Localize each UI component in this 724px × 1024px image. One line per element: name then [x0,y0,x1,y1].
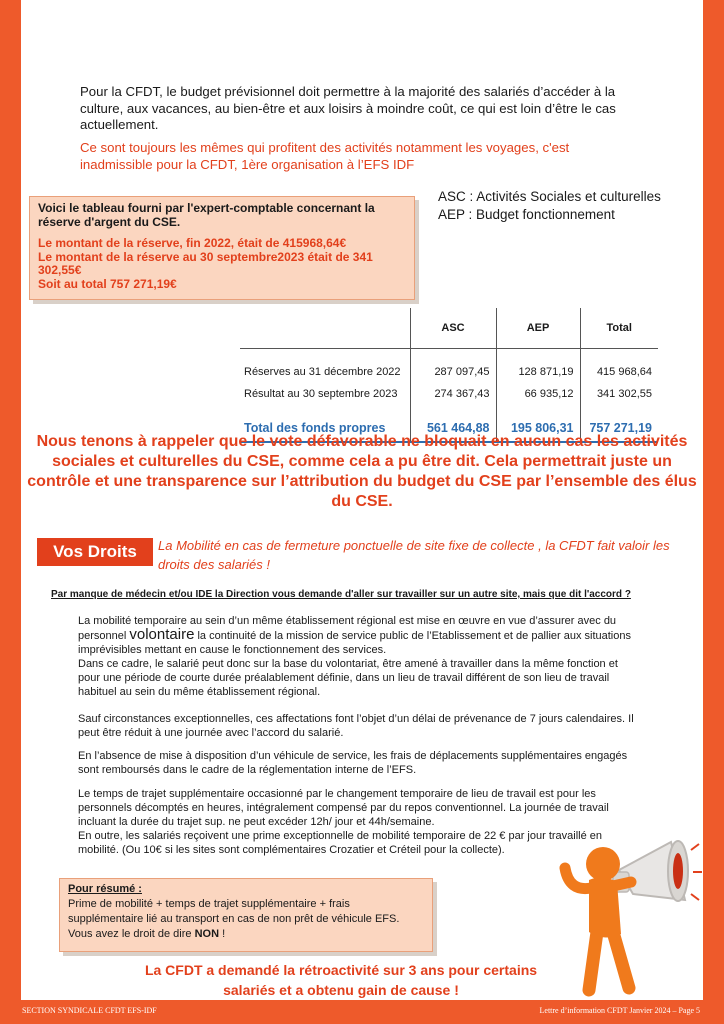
footer-left: SECTION SYNDICALE CFDT EFS-IDF [22,1006,157,1015]
legend-asc: ASC : Activités Sociales et culturelles [438,189,661,204]
reserve-line-1: Le montant de la réserve, fin 2022, était de 415968,64€ [38,236,347,250]
intro-red-paragraph: Ce sont toujours les mêmes qui profitent des activités notamment les voyages, c'est inadmissible pour la CFDT, 1ère organisation à l’EFS IDF [80,140,570,172]
resume-non: NON [194,928,220,940]
table-cell: Total des fonds propres [240,415,410,442]
resume-end: ! [219,928,226,940]
p1-volontaire: volontaire [129,626,195,643]
p1-part-b: la continuité de la mission de service public de l’Etablissement et de pallier aux situations imprévisibles mettant en cause le fonctionnement des services. [78,630,631,656]
table-cell: 274 367,43 [410,383,496,405]
funds-table [240,308,658,443]
page [21,0,703,1000]
table-cell: 757 271,19 [580,415,658,442]
p1-part-a: La mobilité temporaire au sein d’un même établissement régional est mise en œuvre en vue d’assurer avec du personnel [78,615,617,642]
resume-title: Pour résumé : [68,883,142,895]
footer-right: Lettre d’information CFDT Janvier 2024 – Page 5 [539,1006,700,1015]
paragraph-4: Le temps de trajet supplémentaire occasionné par le changement temporaire de lieu de travail est pour les personnels décomptés en heures, intégralement compensé par du repos conventionnel. La journée de travail incluant la durée du trajet sup. ne peut excéder 12h/ jour et 44h/semaine. [78,788,609,828]
table-cell: 128 871,19 [496,361,580,383]
table-cell: 341 302,55 [580,383,658,405]
intro-paragraph: Pour la CFDT, le budget prévisionnel doit permettre à la majorité des salariés d’accéder à la culture, aux vacances, au bien-être et aux loisirs à moindre coût, ce qui est loin d’être le cas actuellement. [80,84,616,132]
table-cell: Résultat au 30 septembre 2023 [244,388,398,400]
table-header-asc: ASC [410,308,496,349]
paragraph-5: En outre, les salariés reçoivent une prime exceptionnelle de mobilité temporaire de 22 € par jour travaillé en mobilité. (Ou 10€ si les sites sont complémentaires Crozatier et Créteil pour la collecte). [78,830,603,856]
section-title: Vos Droits [37,538,153,566]
reserve-heading: Voici le tableau fourni par l'expert-comptable concernant la réserve d'argent du CSE. [38,201,375,229]
reserve-line-2: Le montant de la réserve au 30 septembre2023 était de 341 302,55€ [38,249,373,277]
megaphone-figure-icon [559,822,703,1000]
table-header-aep: AEP [496,308,580,349]
section-caption: La Mobilité en cas de fermeture ponctuelle de site fixe de collecte , la CFDT fait valoir les droits des salariés ! [158,538,670,572]
statement: Nous tenons à rappeler que le vote défavorable ne bloquait en aucun cas les activités sociales et culturelles du CSE, comme cela a pu être dit. Cela permettrait juste un contrôle et une transparence sur l’attribution du budget du CSE par l’ensemble des élus du CSE. [27,433,697,510]
table-header-total: Total [580,308,658,349]
table-header-empty [240,308,410,349]
final-statement: La CFDT a demandé la rétroactivité sur 3 ans pour certains salariés et a obtenu gain de cause ! [144,962,538,998]
resume-droit-line [68,927,424,942]
reserve-box [29,196,415,300]
table-cell: 66 935,12 [496,383,580,405]
p1-part-c: Dans ce cadre, le salarié peut donc sur la base du volontariat, être amené à travailler dans la même fonction et pour une période de courte durée préalablement définie, dans un lieu de travail différent de son lieu de travail habituel au sein du même établissement régional. [78,658,618,698]
resume-text: Prime de mobilité + temps de trajet supplémentaire + frais supplémentaire lié au transport en cas de non prêt de véhicule EFS. [68,898,400,925]
question-heading: Par manque de médecin et/ou IDE la Direction vous demande d'aller sur travailler sur un autre site, mais que dit l'accord ? [51,589,631,600]
resume-droit: Vous avez le droit de dire [68,928,195,940]
table-cell: Réserves au 31 décembre 2022 [244,366,401,378]
table-row [240,383,658,405]
reserve-line-3: Soit au total 757 271,19€ [38,276,177,291]
table-cell: 195 806,31 [496,415,580,442]
resume-box [59,878,433,952]
table-cell: 561 464,88 [410,415,496,442]
paragraph-1 [78,614,638,699]
table-cell: 415 968,64 [580,361,658,383]
paragraph-2: Sauf circonstances exceptionnelles, ces affectations font l’objet d’un délai de prévenance de 7 jours calendaires. Il peut être réduit à une journée avec l’accord du salarié. [78,713,634,739]
legend [438,188,661,224]
table-cell: 287 097,45 [410,361,496,383]
paragraph-3: En l’absence de mise à disposition d’un véhicule de service, les frais de déplacements supplémentaires engagés sont remboursés dans le cadre de la réglementation interne de l’EFS. [78,750,628,776]
legend-aep: AEP : Budget fonctionnement [438,207,615,222]
table-row [240,361,658,383]
